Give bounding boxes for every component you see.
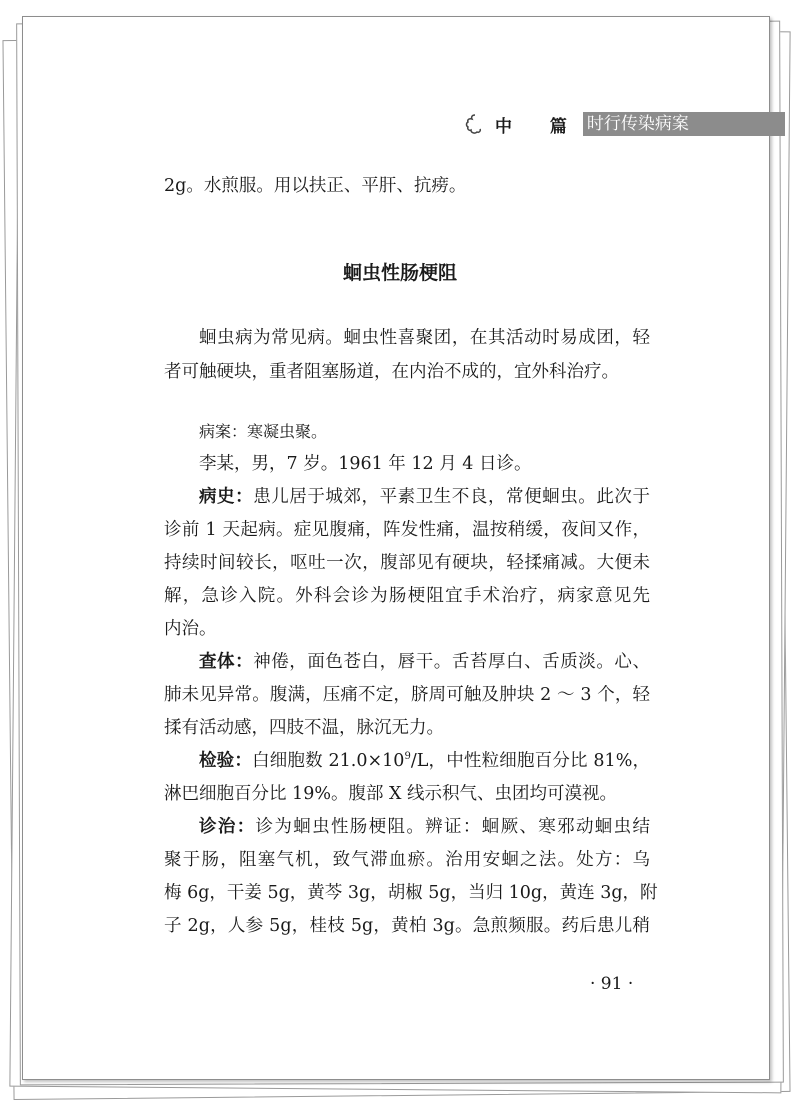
text-line	[164, 650, 650, 674]
text-line: 蛔虫病为常见病。蛔虫性喜聚团，在其活动时易成团，轻	[199, 328, 650, 348]
lab-label: 检验：	[199, 751, 253, 771]
text-line	[164, 485, 650, 509]
patient-info: 李某，男，7 岁。1961 年 12 月 4 日诊。	[199, 454, 532, 474]
history-label: 病史：	[199, 487, 254, 507]
text-line: 诊前 1 天起病。症见腹痛，阵发性痛，温按稍缓，夜间又作，	[164, 520, 650, 540]
text-line: 解，急诊入院。外科会诊为肠梗阻宜手术治疗，病家意见先	[164, 586, 650, 606]
text-line	[164, 749, 650, 773]
text-line: 揉有活动感，四肢不温，脉沉无力。	[164, 718, 444, 738]
section-label: 时行传染病案	[583, 112, 785, 136]
page-number: · 91 ·	[590, 974, 634, 994]
case-label: 病案：寒凝虫聚。	[199, 422, 328, 441]
article-title: 蛔虫性肠梗阻	[342, 262, 457, 284]
text: 诊为蛔虫性肠梗阻。辨证：蛔厥、寒邪动蛔虫结	[255, 817, 651, 837]
text-line: 者可触硬块，重者阻塞肠道，在内治不成的，宜外科治疗。	[164, 362, 619, 382]
text-line: 2g。水煎服。用以扶正、平肝、抗痨。	[164, 176, 467, 196]
text-line: 淋巴细胞百分比 19%。腹部 X 线示积气、虫团均可漠视。	[164, 784, 618, 804]
text: 白细胞数 21.0×10	[252, 751, 405, 771]
cloud-ornament-icon	[463, 113, 485, 135]
superscript: 9	[404, 751, 411, 763]
text-line: 梅 6g，干姜 5g，黄芩 3g，胡椒 5g，当归 10g，黄连 3g，附	[164, 883, 658, 903]
text-line: 肺未见异常。腹满，压痛不定，脐周可触及肿块 2 ～ 3 个，轻	[164, 685, 650, 705]
text: /L，中性粒细胞百分比 81%，	[410, 751, 651, 771]
text-line: 内治。	[164, 619, 217, 639]
text: 神倦，面色苍白，唇干。舌苔厚白、舌质淡。心、	[253, 652, 650, 672]
text-line	[164, 815, 650, 839]
text: 患儿居于城郊，平素卫生不良，常便蛔虫。此次于	[253, 487, 650, 507]
text-line: 持续时间较长，呕吐一次，腹部见有硬块，轻揉痛减。大便未	[164, 553, 650, 573]
exam-label: 查体：	[199, 652, 254, 672]
treatment-label: 诊治：	[199, 817, 256, 837]
text-line: 聚于肠，阻塞气机，致气滞血瘀。治用安蛔之法。处方：乌	[164, 850, 650, 870]
running-header	[463, 112, 785, 136]
part-label: 中 篇	[495, 116, 583, 137]
text-line: 子 2g，人参 5g，桂枝 5g，黄柏 3g。急煎频服。药后患儿稍	[164, 916, 650, 936]
